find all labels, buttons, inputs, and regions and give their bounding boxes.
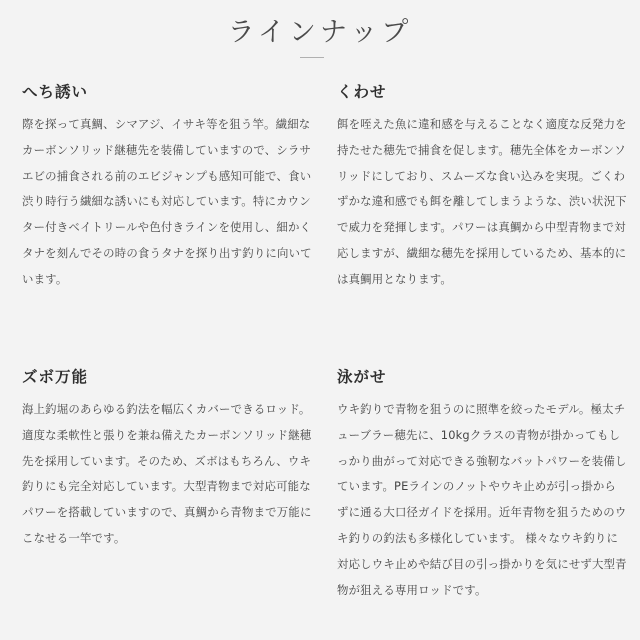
section-heading: くわせ [337,83,387,101]
section-heading: 泳がせ [337,368,387,386]
section-heading: へち誘い [22,83,89,101]
section-body: 餌を咥えた魚に違和感を与えることなく適度な反発力を持たせた穂先で捕食を促します。穂先全体をカーボンソリッドにしており、スムーズな食い込みを実現。ごくわずかな違和感でも餌を離してしまうような、渋い状況下で威力を発揮します。パワーは真鯛から中型青物まで対応しますが、繊細な穂先を採用しているため、基本的には真鯛用となります。 [337,117,627,286]
page-title: ラインナップ [227,17,413,48]
section-body: 際を探って真鯛、シマアジ、イサキ等を狙う竿。繊細なカーボンソリッド継穂先を装備していますので、シラサエビの捕食される前のエビジャンプも感知可能で、食い渋り時行う繊細な誘いにも対応しています。特にカウンター付きベイトリールや色付きラインを使用し、細かくタナを刻んでその時の食うタナを探り出す釣りに向いています。 [22,117,312,286]
section-oyogase [337,365,627,603]
section-heading: ズボ万能 [22,368,89,386]
section-body: ウキ釣りで青物を狙うのに照準を絞ったモデル。極太チューブラー穂先に、10kgクラスの青物が掛かってもしっかり曲がって対応できる強靭なバットパワーを装備しています。PEラインのノットやウキ止めが引っ掛からずに通る大口径ガイドを採用。近年青物を狙うためのウキ釣りの釣法も多様化しています。 様々なウキ釣りに対応しウキ止めや結び目の引っ掛かりを気にせず大型青物が狙える専用ロッドです。 [337,402,627,597]
section-body: 海上釣堀のあらゆる釣法を幅広くカバーできるロッド。適度な柔軟性と張りを兼ね備えたカーボンソリッド継穂先を採用しています。そのため、ズボはもちろん、ウキ釣りにも完全対応しています。大型青物まで対応可能なパワーを搭載していますので、真鯛から青物まで万能にこなせる一竿です。 [22,402,312,545]
section-kuwase [337,80,627,293]
section-zubo-bannou [22,365,312,552]
title-divider [300,57,324,58]
section-hechi-sasoi [22,80,312,293]
